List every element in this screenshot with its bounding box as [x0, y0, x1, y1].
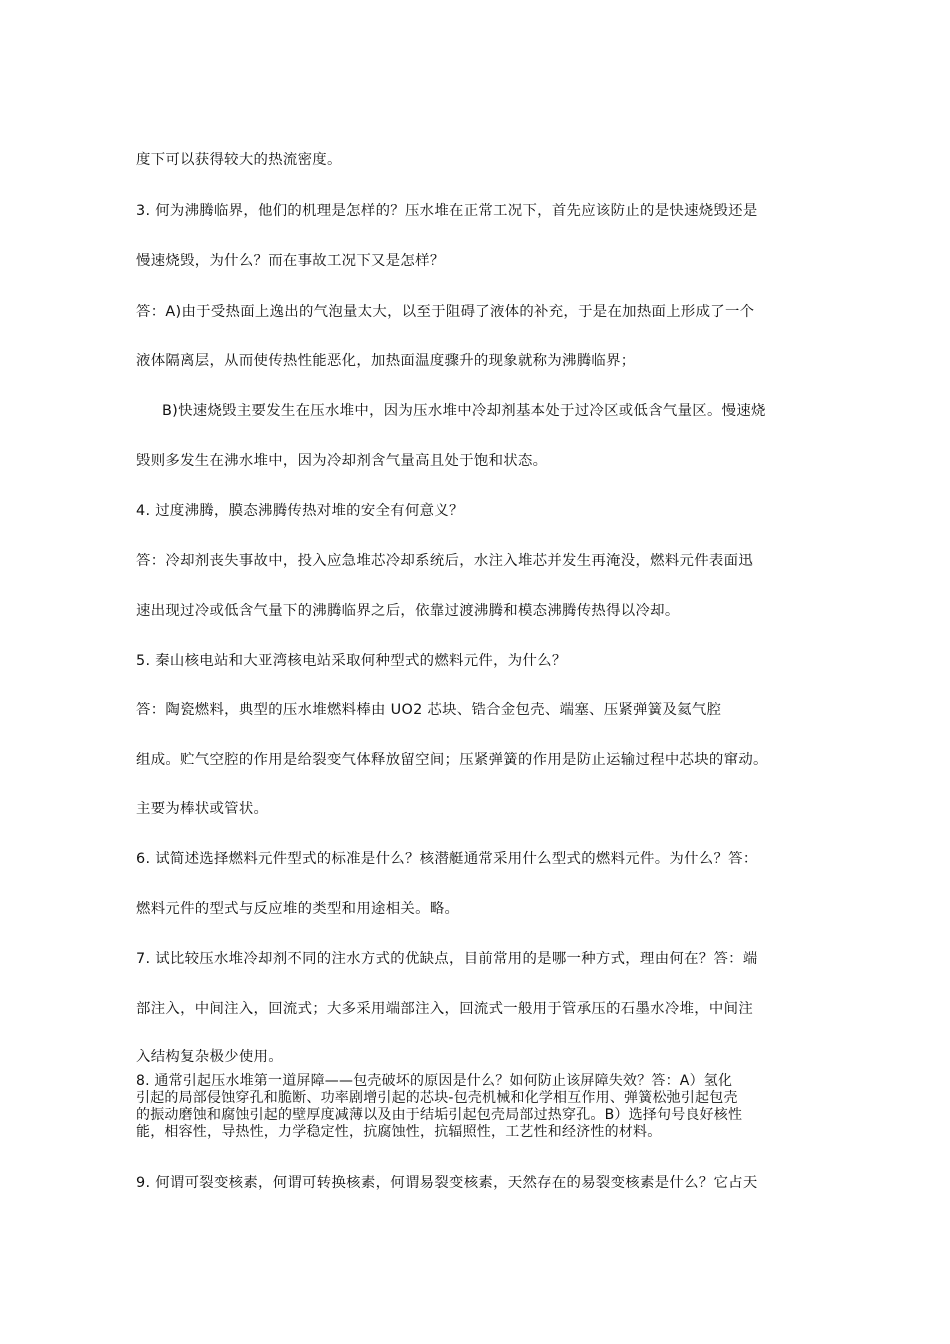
- paragraph-line: 度下可以获得较大的热流密度。: [136, 152, 342, 168]
- paragraph-line: 8. 通常引起压水堆第一道屏障——包壳破坏的原因是什么？如何防止该屏障失效？答：A）氢化: [136, 1073, 733, 1089]
- question-3-line: 3. 何为沸腾临界，他们的机理是怎样的？压水堆在正常工况下，首先应该防止的是快速烧毁还是: [136, 203, 758, 219]
- paragraph-line: 速出现过冷或低含气量下的沸腾临界之后，依靠过渡沸腾和模态沸腾传热得以冷却。: [136, 603, 680, 619]
- paragraph-line: 入结构复杂极少使用。: [136, 1049, 283, 1065]
- paragraph-line: 部注入，中间注入，回流式；大多采用端部注入，回流式一般用于管承压的石墨水冷堆，中间注: [136, 1001, 754, 1017]
- paragraph-line: 慢速烧毁，为什么？而在事故工况下又是怎样？: [136, 253, 445, 269]
- answer-line: 答：冷却剂丧失事故中，投入应急堆芯冷却系统后，水注入堆芯并发生再淹没，燃料元件表面迅: [136, 553, 754, 569]
- paragraph-line: 主要为棒状或管状。: [136, 801, 269, 817]
- paragraph-line: 引起的局部侵蚀穿孔和脆断、功率剧增引起的芯块-包壳机械和化学相互作用、弹簧松弛引起包壳: [136, 1090, 738, 1106]
- paragraph-line: 液体隔离层，从而使传热性能恶化，加热面温度骤升的现象就称为沸腾临界；: [136, 353, 636, 369]
- paragraph-line: 组成。贮气空腔的作用是给裂变气体释放留空间；压紧弹簧的作用是防止运输过程中芯块的窜动。: [136, 752, 768, 768]
- paragraph-line: 燃料元件的型式与反应堆的类型和用途相关。略。: [136, 901, 460, 917]
- question-7-line: 7. 试比较压水堆冷却剂不同的注水方式的优缺点，目前常用的是哪一种方式，理由何在？答：端: [136, 951, 758, 967]
- paragraph-line: 毁则多发生在沸水堆中，因为冷却剂含气量高且处于饱和状态。: [136, 453, 548, 469]
- paragraph-line: 的振动磨蚀和腐蚀引起的壁厚度减薄以及由于结垢引起包壳局部过热穿孔。B）选择句号良好核性: [136, 1107, 743, 1123]
- question-4-line: 4. 过度沸腾，膜态沸腾传热对堆的安全有何意义？: [136, 503, 464, 519]
- question-9-line: 9. 何谓可裂变核素，何谓可转换核素，何谓易裂变核素，天然存在的易裂变核素是什么？它占天: [136, 1175, 758, 1191]
- question-5-line: 5. 秦山核电站和大亚湾核电站采取何种型式的燃料元件，为什么？: [136, 653, 567, 669]
- paragraph-line: 能，相容性，导热性，力学稳定性，抗腐蚀性，抗辐照性，工艺性和经济性的材料。: [136, 1124, 662, 1140]
- answer-line: 答：陶瓷燃料，典型的压水堆燃料棒由 UO2 芯块、锆合金包壳、端塞、压紧弹簧及氦气腔: [136, 702, 722, 718]
- paragraph-line: B)快速烧毁主要发生在压水堆中，因为压水堆中冷却剂基本处于过冷区或低含气量区。慢速烧: [162, 403, 766, 419]
- answer-line: 答：A)由于受热面上逸出的气泡量太大，以至于阻碍了液体的补充，于是在加热面上形成了一个: [136, 304, 755, 320]
- question-8-block: [136, 1073, 826, 1141]
- question-6-line: 6. 试简述选择燃料元件型式的标准是什么？核潜艇通常采用什么型式的燃料元件。为什么？答：: [136, 851, 758, 867]
